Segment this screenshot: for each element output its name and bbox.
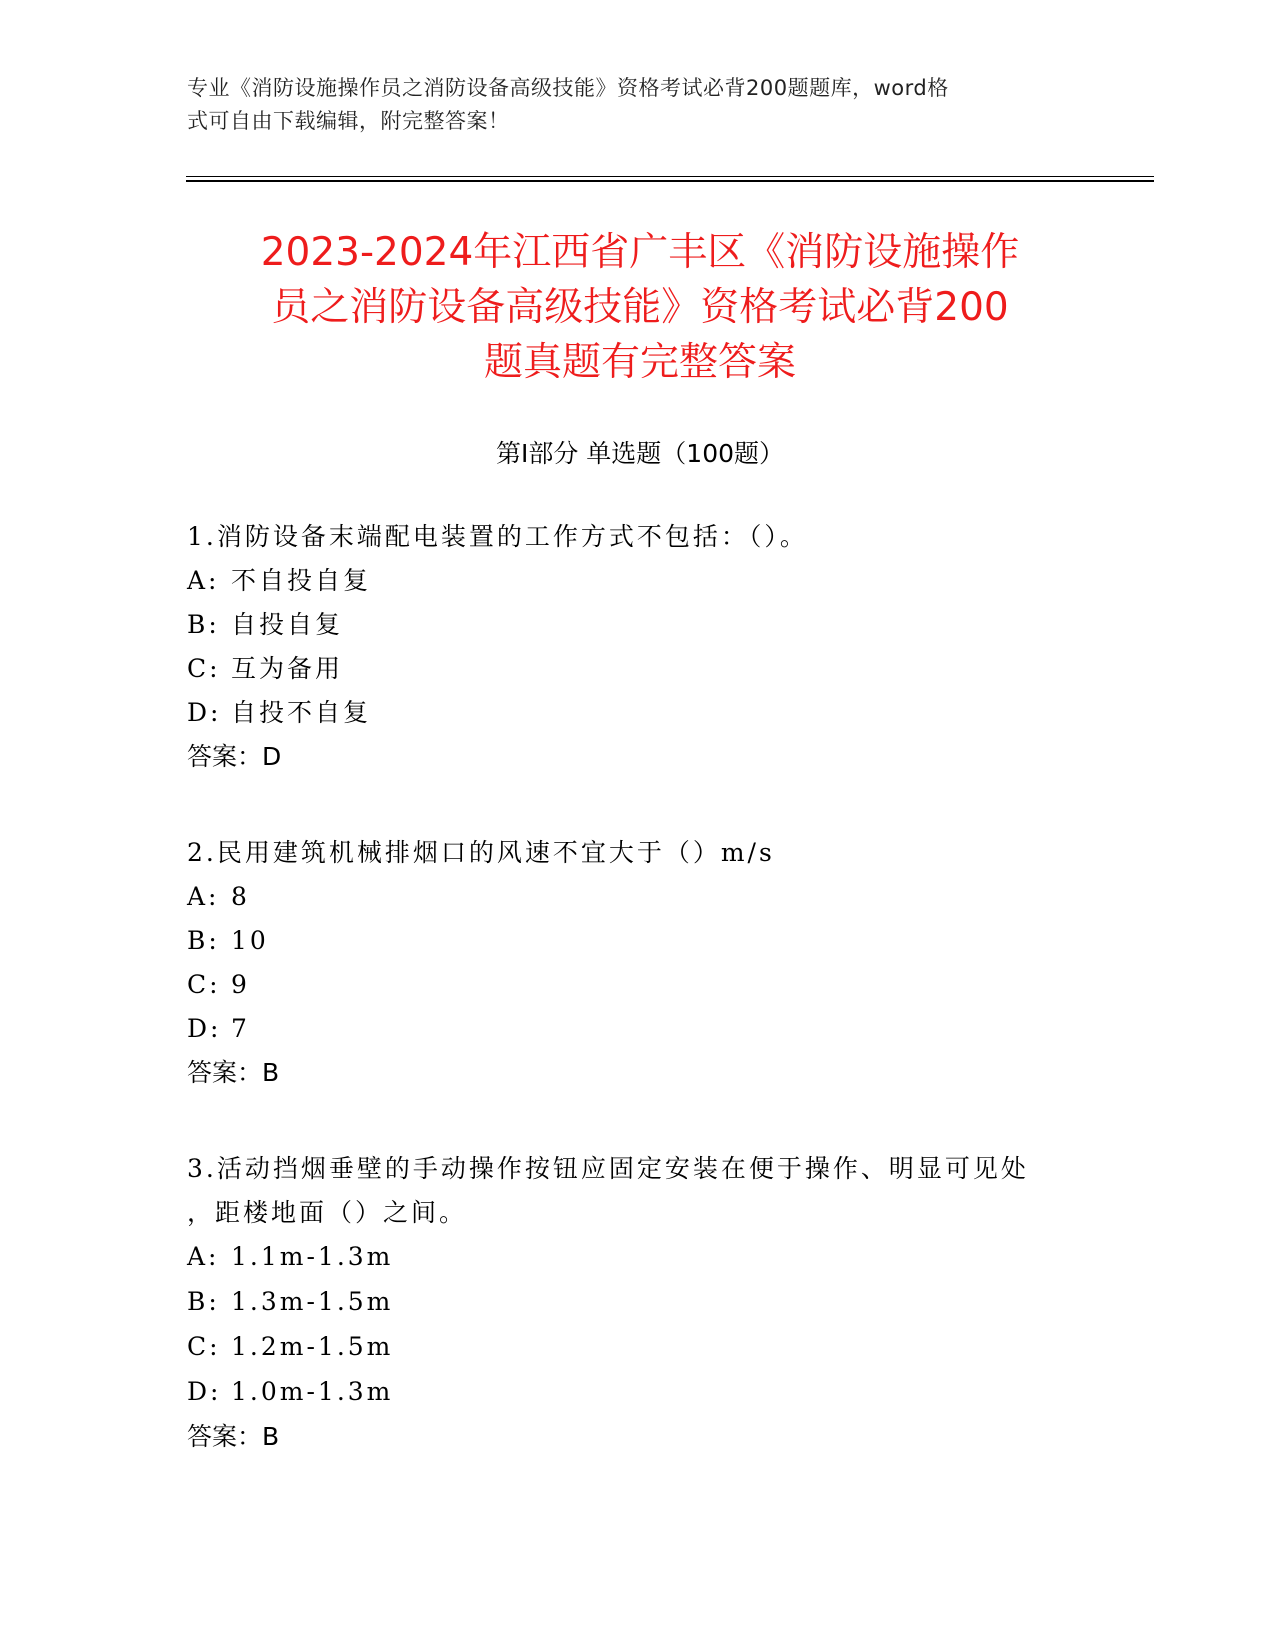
option-label: B: [187, 926, 220, 955]
document-title-line-2: 员之消防设备高级技能》资格考试必背200 [271, 285, 1009, 330]
question-3-stem-line-2: ，距楼地面（）之间。 [187, 1198, 468, 1227]
question-3-stem-line-1: 3.活动挡烟垂壁的手动操作按钮应固定安装在便于操作、明显可见处 [187, 1154, 1029, 1183]
question-2-answer: 答案：B [187, 1058, 280, 1087]
question-2-option-b [187, 924, 1077, 958]
option-label: B: [187, 610, 220, 639]
header-note-line-1: 专业《消防设施操作员之消防设备高级技能》资格考试必背200题题库，word格 [187, 76, 949, 100]
option-text: 自投自复 [231, 610, 344, 639]
section-title: 第Ⅰ部分 单选题（100题） [495, 439, 785, 468]
question-1-option-d [187, 696, 1077, 730]
option-text: 1.1m-1.3m [231, 1242, 394, 1271]
question-1-option-a [187, 564, 1077, 598]
header-rule-thick [186, 180, 1154, 182]
question-2-option-d [187, 1012, 1077, 1046]
option-label: A: [187, 882, 220, 911]
option-text: 7 [231, 1014, 250, 1043]
header-rule-thin [186, 176, 1154, 177]
option-text: 10 [231, 926, 269, 955]
question-3-option-d [187, 1375, 1077, 1409]
question-3-option-b [187, 1285, 1077, 1319]
option-label: D: [187, 1377, 222, 1406]
question-1-option-c [187, 652, 1077, 686]
document-title-line-1: 2023-2024年江西省广丰区《消防设施操作 [260, 230, 1020, 275]
question-2-option-a [187, 880, 1077, 914]
option-label: D: [187, 698, 222, 727]
option-text: 8 [231, 882, 250, 911]
question-2-stem: 2.民用建筑机械排烟口的风速不宜大于（）m/s [187, 838, 775, 867]
question-3-option-a [187, 1240, 1077, 1274]
option-text: 不自投自复 [231, 566, 372, 595]
option-text: 9 [231, 970, 250, 999]
option-text: 1.2m-1.5m [231, 1332, 394, 1361]
header-note-line-2: 式可自由下载编辑，附完整答案！ [187, 109, 510, 133]
question-1-answer: 答案：D [187, 742, 282, 771]
document-title [180, 225, 1100, 390]
option-label: C: [187, 654, 221, 683]
option-label: A: [187, 1242, 220, 1271]
option-label: D: [187, 1014, 222, 1043]
option-text: 互为备用 [231, 654, 344, 683]
option-label: B: [187, 1287, 220, 1316]
document-title-line-3: 题真题有完整答案 [483, 340, 796, 385]
option-text: 自投不自复 [231, 698, 372, 727]
question-2-option-c [187, 968, 1077, 1002]
option-text: 1.0m-1.3m [231, 1377, 394, 1406]
option-text: 1.3m-1.5m [231, 1287, 394, 1316]
question-1-stem: 1.消防设备末端配电装置的工作方式不包括：（）。 [187, 522, 808, 551]
question-3-answer: 答案：B [187, 1422, 280, 1451]
question-1-option-b [187, 608, 1077, 642]
option-label: A: [187, 566, 220, 595]
question-3-option-c [187, 1330, 1077, 1364]
option-label: C: [187, 970, 221, 999]
header-note [187, 72, 1067, 138]
option-label: C: [187, 1332, 221, 1361]
